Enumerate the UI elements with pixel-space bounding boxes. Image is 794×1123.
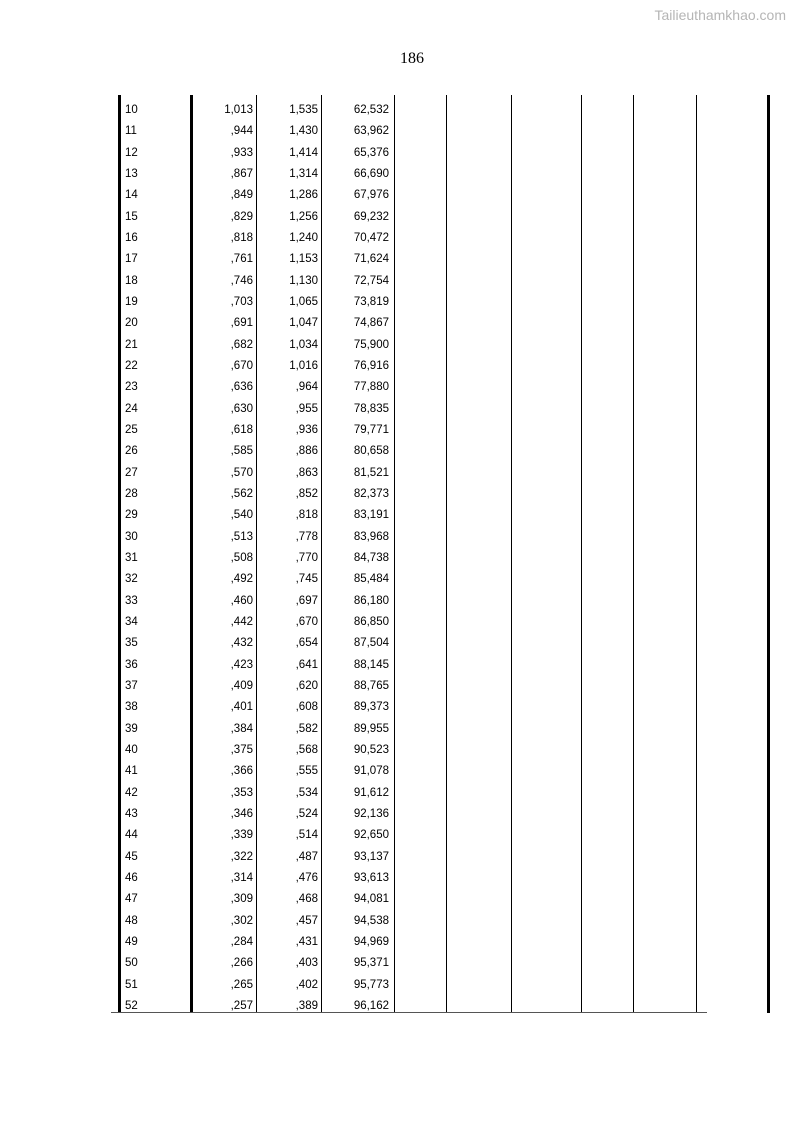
table-row: [0, 274, 794, 295]
eigenvalue-total: ,944: [230, 125, 253, 138]
eigenvalue-total: ,401: [230, 701, 253, 714]
eigenvalue-total: ,670: [230, 359, 253, 372]
component-number: 23: [125, 381, 138, 394]
cumulative-percent: 76,916: [353, 359, 389, 372]
eigenvalue-total: ,346: [230, 807, 253, 820]
table-row: [0, 551, 794, 572]
percent-of-variance: ,514: [295, 829, 318, 842]
percent-of-variance: ,431: [295, 935, 318, 948]
component-number: 47: [125, 893, 138, 906]
table-row: [0, 807, 794, 828]
cumulative-percent: 89,955: [353, 722, 389, 735]
cumulative-percent: 89,373: [353, 701, 389, 714]
table-row: [0, 508, 794, 529]
cumulative-percent: 88,765: [353, 679, 389, 692]
component-number: 46: [125, 871, 138, 884]
cumulative-percent: 94,538: [353, 914, 389, 927]
component-number: 45: [125, 850, 138, 863]
cumulative-percent: 69,232: [353, 210, 389, 223]
percent-of-variance: ,641: [295, 658, 318, 671]
table-row: [0, 679, 794, 700]
percent-of-variance: ,582: [295, 722, 318, 735]
eigenvalue-total: ,508: [230, 551, 253, 564]
table-row: [0, 786, 794, 807]
eigenvalue-total: ,322: [230, 850, 253, 863]
component-number: 29: [125, 509, 138, 522]
percent-of-variance: ,457: [295, 914, 318, 927]
percent-of-variance: 1,414: [289, 146, 318, 159]
percent-of-variance: ,555: [295, 765, 318, 778]
table-row: [0, 188, 794, 209]
percent-of-variance: 1,286: [289, 189, 318, 202]
eigenvalue-total: ,423: [230, 658, 253, 671]
component-number: 22: [125, 359, 138, 372]
percent-of-variance: ,468: [295, 893, 318, 906]
component-number: 24: [125, 402, 138, 415]
cumulative-percent: 92,136: [353, 807, 389, 820]
eigenvalue-total: ,309: [230, 893, 253, 906]
percent-of-variance: 1,240: [289, 231, 318, 244]
eigenvalue-total: ,829: [230, 210, 253, 223]
eigenvalue-total: ,460: [230, 594, 253, 607]
percent-of-variance: 1,034: [289, 338, 318, 351]
percent-of-variance: ,818: [295, 509, 318, 522]
cumulative-percent: 82,373: [353, 487, 389, 500]
component-number: 37: [125, 679, 138, 692]
table-row: [0, 231, 794, 252]
component-number: 40: [125, 743, 138, 756]
component-number: 25: [125, 423, 138, 436]
component-number: 30: [125, 530, 138, 543]
table-row: [0, 380, 794, 401]
component-number: 18: [125, 274, 138, 287]
table-row: [0, 167, 794, 188]
component-number: 38: [125, 701, 138, 714]
cumulative-percent: 95,773: [353, 978, 389, 991]
cumulative-percent: 70,472: [353, 231, 389, 244]
table-row: [0, 338, 794, 359]
percent-of-variance: 1,314: [289, 167, 318, 180]
cumulative-percent: 84,738: [353, 551, 389, 564]
percent-of-variance: 1,047: [289, 317, 318, 330]
eigenvalue-total: ,442: [230, 615, 253, 628]
eigenvalue-total: ,257: [230, 999, 253, 1012]
component-number: 12: [125, 146, 138, 159]
percent-of-variance: ,670: [295, 615, 318, 628]
table-row: [0, 594, 794, 615]
component-number: 41: [125, 765, 138, 778]
percent-of-variance: ,770: [295, 551, 318, 564]
table-row: [0, 444, 794, 465]
eigenvalue-total: ,284: [230, 935, 253, 948]
cumulative-percent: 92,650: [353, 829, 389, 842]
component-number: 26: [125, 445, 138, 458]
cumulative-percent: 66,690: [353, 167, 389, 180]
component-number: 14: [125, 189, 138, 202]
component-number: 31: [125, 551, 138, 564]
eigenvalue-total: ,933: [230, 146, 253, 159]
percent-of-variance: ,886: [295, 445, 318, 458]
eigenvalue-total: ,746: [230, 274, 253, 287]
percent-of-variance: ,476: [295, 871, 318, 884]
cumulative-percent: 83,968: [353, 530, 389, 543]
component-number: 13: [125, 167, 138, 180]
cumulative-percent: 91,612: [353, 786, 389, 799]
table-row: [0, 914, 794, 935]
eigenvalue-total: ,691: [230, 317, 253, 330]
percent-of-variance: ,936: [295, 423, 318, 436]
component-number: 44: [125, 829, 138, 842]
cumulative-percent: 87,504: [353, 637, 389, 650]
percent-of-variance: ,697: [295, 594, 318, 607]
watermark: Tailieuthamkhao.com: [654, 7, 786, 23]
cumulative-percent: 73,819: [353, 295, 389, 308]
component-number: 11: [125, 125, 137, 138]
table-row: [0, 423, 794, 444]
cumulative-percent: 79,771: [353, 423, 389, 436]
component-number: 17: [125, 253, 138, 266]
cumulative-percent: 75,900: [353, 338, 389, 351]
table-row: [0, 871, 794, 892]
cumulative-percent: 93,137: [353, 850, 389, 863]
component-number: 33: [125, 594, 138, 607]
table-row: [0, 316, 794, 337]
cumulative-percent: 72,754: [353, 274, 389, 287]
table-row: [0, 295, 794, 316]
eigenvalue-total: ,761: [230, 253, 253, 266]
table-row: [0, 743, 794, 764]
cumulative-percent: 95,371: [353, 957, 389, 970]
cumulative-percent: 71,624: [353, 253, 389, 266]
eigenvalue-total: ,432: [230, 637, 253, 650]
eigenvalue-total: ,849: [230, 189, 253, 202]
percent-of-variance: 1,430: [289, 125, 318, 138]
component-number: 27: [125, 466, 138, 479]
eigenvalue-total: ,630: [230, 402, 253, 415]
component-number: 32: [125, 573, 138, 586]
cumulative-percent: 63,962: [353, 125, 389, 138]
eigenvalue-total: ,818: [230, 231, 253, 244]
table-row: [0, 722, 794, 743]
component-number: 34: [125, 615, 138, 628]
percent-of-variance: ,534: [295, 786, 318, 799]
component-number: 39: [125, 722, 138, 735]
cumulative-percent: 86,180: [353, 594, 389, 607]
eigenvalue-total: ,265: [230, 978, 253, 991]
percent-of-variance: 1,065: [289, 295, 318, 308]
percent-of-variance: ,487: [295, 850, 318, 863]
component-number: 35: [125, 637, 138, 650]
table-row: [0, 658, 794, 679]
table-row: [0, 466, 794, 487]
component-number: 51: [125, 978, 138, 991]
cumulative-percent: 88,145: [353, 658, 389, 671]
cumulative-percent: 83,191: [353, 509, 389, 522]
component-number: 21: [125, 338, 138, 351]
table-row: [0, 359, 794, 380]
table-row: [0, 636, 794, 657]
table-row: [0, 146, 794, 167]
component-number: 16: [125, 231, 138, 244]
percent-of-variance: ,778: [295, 530, 318, 543]
eigenvalue-total: ,682: [230, 338, 253, 351]
component-number: 15: [125, 210, 138, 223]
eigenvalue-total: ,492: [230, 573, 253, 586]
eigenvalue-total: 1,013: [224, 104, 253, 116]
percent-of-variance: ,654: [295, 637, 318, 650]
eigenvalue-total: ,618: [230, 423, 253, 436]
table-row: [0, 828, 794, 849]
table-row: [0, 892, 794, 913]
table-row: [0, 402, 794, 423]
table-row: [0, 978, 794, 999]
percent-of-variance: ,745: [295, 573, 318, 586]
eigenvalue-total: ,314: [230, 871, 253, 884]
component-number: 10: [125, 104, 138, 116]
cumulative-percent: 74,867: [353, 317, 389, 330]
cumulative-percent: 81,521: [353, 466, 389, 479]
eigenvalue-total: ,266: [230, 957, 253, 970]
eigenvalue-total: ,585: [230, 445, 253, 458]
eigenvalue-total: ,409: [230, 679, 253, 692]
component-number: 28: [125, 487, 138, 500]
eigenvalue-total: ,867: [230, 167, 253, 180]
component-number: 36: [125, 658, 138, 671]
percent-of-variance: 1,130: [289, 274, 318, 287]
cumulative-percent: 93,613: [353, 871, 389, 884]
percent-of-variance: 1,153: [289, 253, 318, 266]
component-number: 42: [125, 786, 138, 799]
cumulative-percent: 90,523: [353, 743, 389, 756]
eigenvalue-total: ,540: [230, 509, 253, 522]
percent-of-variance: ,863: [295, 466, 318, 479]
table-row: [0, 252, 794, 273]
cumulative-percent: 96,162: [353, 999, 389, 1012]
cumulative-percent: 67,976: [353, 189, 389, 202]
cumulative-percent: 78,835: [353, 402, 389, 415]
component-number: 20: [125, 317, 138, 330]
cumulative-percent: 77,880: [353, 381, 389, 394]
component-number: 49: [125, 935, 138, 948]
component-number: 19: [125, 295, 138, 308]
table-row: [0, 124, 794, 145]
eigenvalue-total: ,366: [230, 765, 253, 778]
table-row: [0, 530, 794, 551]
table-row: [0, 999, 794, 1020]
component-number: 50: [125, 957, 138, 970]
percent-of-variance: ,568: [295, 743, 318, 756]
cumulative-percent: 80,658: [353, 445, 389, 458]
table-row: [0, 572, 794, 593]
percent-of-variance: ,964: [295, 381, 318, 394]
table-row: [0, 487, 794, 508]
component-number: 43: [125, 807, 138, 820]
percent-of-variance: 1,535: [289, 104, 318, 116]
cumulative-percent: 91,078: [353, 765, 389, 778]
percent-of-variance: ,620: [295, 679, 318, 692]
eigenvalue-total: ,513: [230, 530, 253, 543]
cumulative-percent: 85,484: [353, 573, 389, 586]
cumulative-percent: 94,081: [353, 893, 389, 906]
table-row: [0, 935, 794, 956]
percent-of-variance: ,389: [295, 999, 318, 1012]
eigenvalue-total: ,384: [230, 722, 253, 735]
percent-of-variance: 1,016: [289, 359, 318, 372]
table-row: [0, 615, 794, 636]
table-row: [0, 956, 794, 977]
eigenvalue-total: ,570: [230, 466, 253, 479]
eigenvalue-total: ,375: [230, 743, 253, 756]
page-number: 186: [400, 50, 424, 67]
eigenvalue-total: ,703: [230, 295, 253, 308]
cumulative-percent: 86,850: [353, 615, 389, 628]
component-number: 48: [125, 914, 138, 927]
eigenvalue-total: ,562: [230, 487, 253, 500]
eigenvalue-total: ,636: [230, 381, 253, 394]
eigenvalue-total: ,339: [230, 829, 253, 842]
cumulative-percent: 94,969: [353, 935, 389, 948]
percent-of-variance: ,955: [295, 402, 318, 415]
percent-of-variance: 1,256: [289, 210, 318, 223]
table-row: [0, 210, 794, 231]
percent-of-variance: ,402: [295, 978, 318, 991]
table-row: [0, 850, 794, 871]
cumulative-percent: 62,532: [353, 104, 389, 116]
percent-of-variance: ,524: [295, 807, 318, 820]
percent-of-variance: ,403: [295, 957, 318, 970]
eigenvalue-total: ,302: [230, 914, 253, 927]
table-row: [0, 103, 794, 124]
table-row: [0, 764, 794, 785]
table-row: [0, 700, 794, 721]
percent-of-variance: ,608: [295, 701, 318, 714]
component-number: 52: [125, 999, 138, 1012]
percent-of-variance: ,852: [295, 487, 318, 500]
eigenvalue-total: ,353: [230, 786, 253, 799]
cumulative-percent: 65,376: [353, 146, 389, 159]
